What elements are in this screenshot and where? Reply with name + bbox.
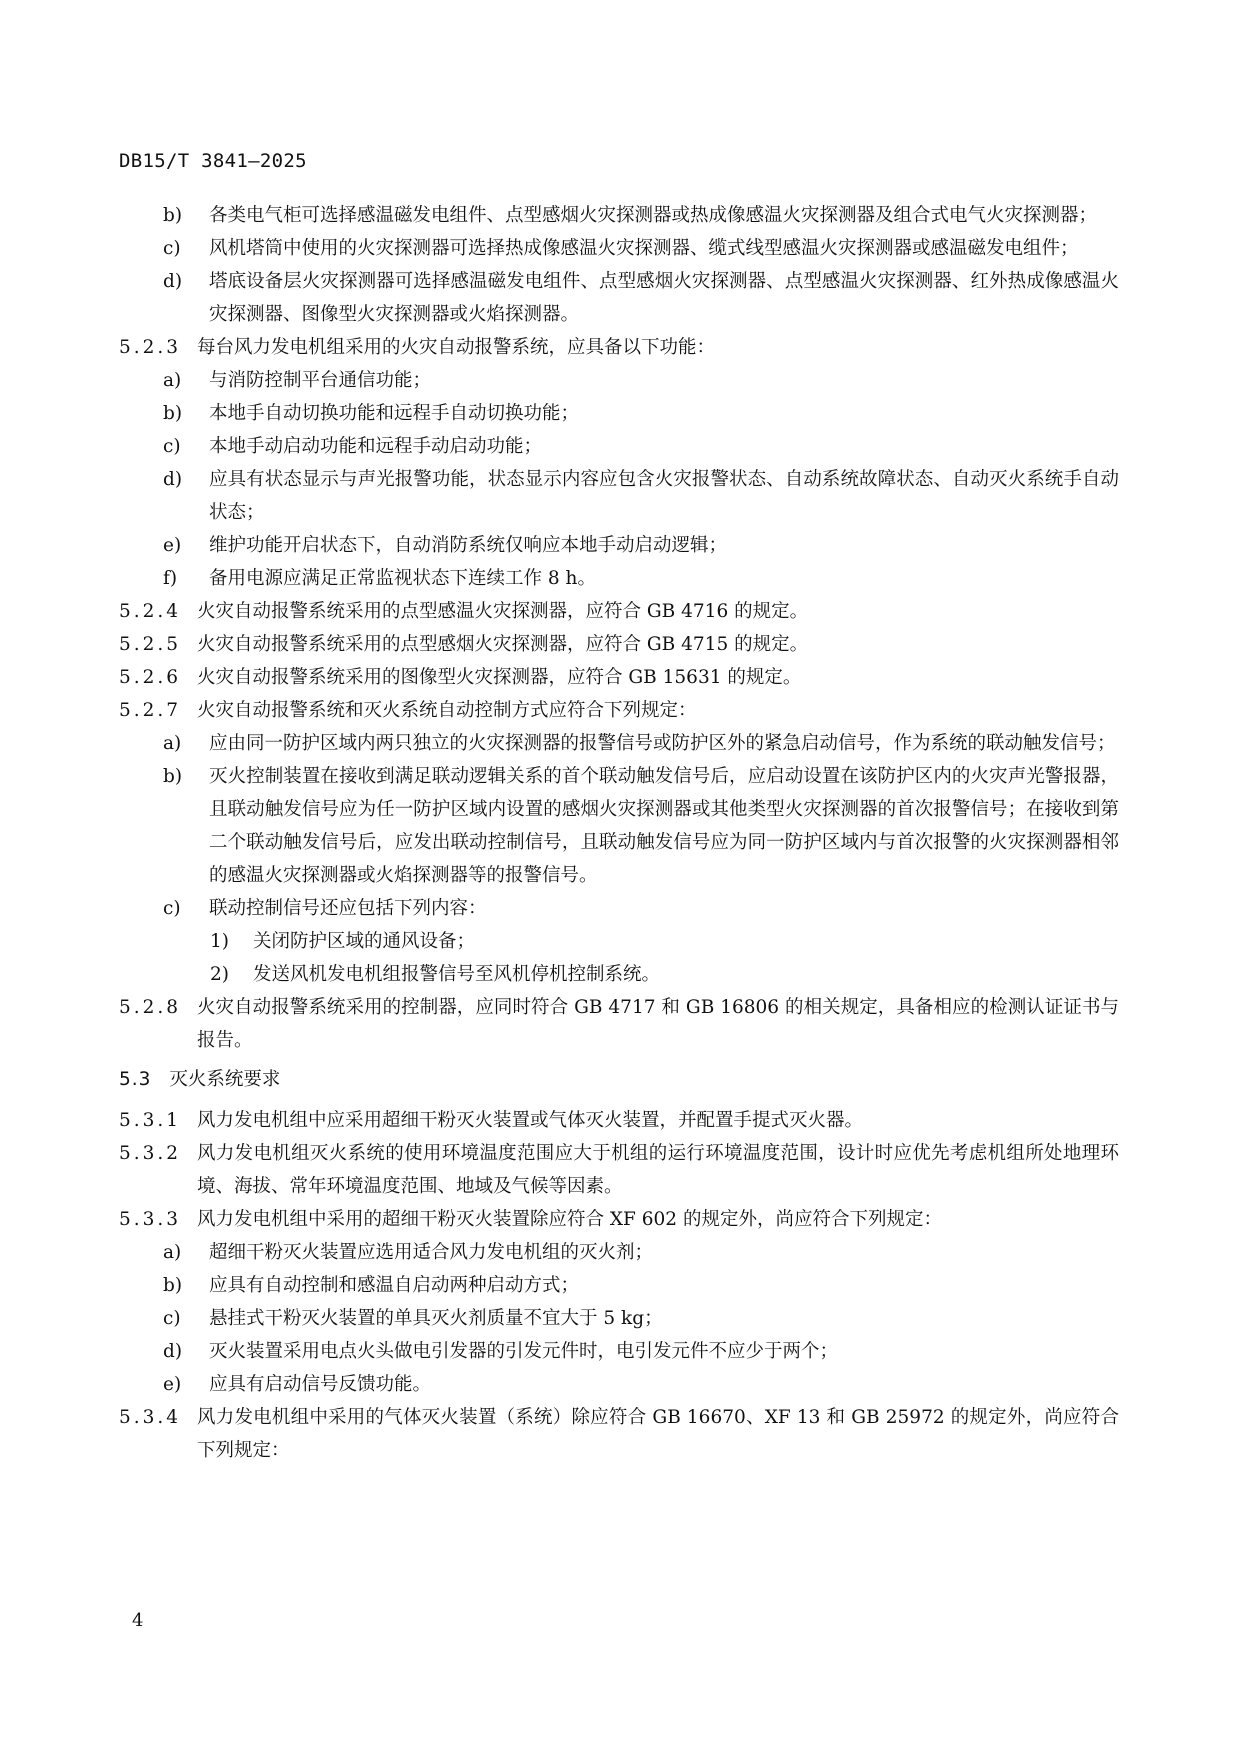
item-text: 应由同一防护区域内两只独立的火灾探测器的报警信号或防护区外的紧急启动信号，作为系统的联动触发信号； <box>209 733 1116 754</box>
clause <box>119 1203 1119 1236</box>
item-text: 本地手动启动功能和远程手动启动功能； <box>209 436 543 457</box>
document-header: DB15/T 3841—2025 <box>119 150 307 172</box>
item-text: 灭火控制装置在接收到满足联动逻辑关系的首个联动触发信号后，应启动设置在该防护区内的火灾声光警报器，且联动触发信号应为任一防护区域内设置的感烟火灾探测器或其他类型火灾探测器的首次报警信号；在接收到第二个联动触发信号后，应发出联动控制信号，且联动触发信号应为同一防护区域内与首次报警的火灾探测器相邻的感温火灾探测器或火焰探测器等的报警信号。 <box>209 766 1119 886</box>
item-text: 风力发电机组中采用的超细干粉灭火装置除应符合 XF 602 的规定外，尚应符合下列规定： <box>197 1209 942 1230</box>
item-label: 5.2.4 <box>119 601 182 622</box>
clause <box>119 661 1119 694</box>
clause <box>119 694 1119 727</box>
item-text: 应具有启动信号反馈功能。 <box>209 1374 432 1395</box>
item-text: 应具有状态显示与声光报警功能，状态显示内容应包含火灾报警状态、自动系统故障状态、自动灭火系统手自动状态； <box>209 469 1119 523</box>
item-label: f) <box>163 568 178 589</box>
section-number: 5.3 <box>119 1069 152 1090</box>
item-text: 备用电源应满足正常监视状态下连续工作 8 h。 <box>209 568 596 589</box>
item-text: 联动控制信号还应包括下列内容： <box>209 898 487 919</box>
item-text: 风机塔筒中使用的火灾探测器可选择热成像感温火灾探测器、缆式线型感温火灾探测器或感温磁发电组件； <box>209 238 1079 259</box>
list-item <box>119 1269 1119 1302</box>
section-heading <box>119 1063 1119 1096</box>
item-text: 灭火装置采用电点火头做电引发器的引发元件时，电引发元件不应少于两个； <box>209 1341 839 1362</box>
item-label: 2) <box>210 964 229 985</box>
list-item <box>119 760 1119 892</box>
item-text: 风力发电机组灭火系统的使用环境温度范围应大于机组的运行环境温度范围，设计时应优先考虑机组所处地理环境、海拔、常年环境温度范围、地域及气候等因素。 <box>197 1143 1119 1197</box>
item-text: 应具有自动控制和感温自启动两种启动方式； <box>209 1275 580 1296</box>
list-item <box>119 958 1119 991</box>
list-item <box>119 727 1119 760</box>
item-text: 火灾自动报警系统和灭火系统自动控制方式应符合下列规定： <box>197 700 697 721</box>
list-item <box>119 364 1119 397</box>
clause <box>119 628 1119 661</box>
item-label: d) <box>163 271 183 292</box>
item-label: b) <box>163 766 183 787</box>
item-text: 悬挂式干粉灭火装置的单具灭火剂质量不宜大于 5 kg； <box>209 1308 663 1329</box>
item-text: 各类电气柜可选择感温磁发电组件、点型感烟火灾探测器或热成像感温火灾探测器及组合式电气火灾探测器； <box>209 205 1098 226</box>
item-text: 火灾自动报警系统采用的图像型火灾探测器，应符合 GB 15631 的规定。 <box>197 667 802 688</box>
clause <box>119 991 1119 1057</box>
item-text: 本地手自动切换功能和远程手自动切换功能； <box>209 403 580 424</box>
list-item <box>119 397 1119 430</box>
item-label: b) <box>163 205 183 226</box>
item-label: c) <box>163 238 181 259</box>
item-label: 5.3.2 <box>119 1143 182 1164</box>
list-item <box>119 232 1119 265</box>
item-text: 火灾自动报警系统采用的控制器，应同时符合 GB 4717 和 GB 16806 的相关规定，具备相应的检测认证证书与报告。 <box>197 997 1119 1051</box>
item-label: a) <box>163 370 182 391</box>
clause <box>119 1104 1119 1137</box>
list-item <box>119 562 1119 595</box>
item-text: 火灾自动报警系统采用的点型感温火灾探测器，应符合 GB 4716 的规定。 <box>197 601 809 622</box>
list-item <box>119 265 1119 331</box>
list-item <box>119 529 1119 562</box>
item-label: b) <box>163 1275 183 1296</box>
list-item <box>119 1302 1119 1335</box>
item-label: c) <box>163 436 181 457</box>
item-label: e) <box>163 535 182 556</box>
section-title: 灭火系统要求 <box>169 1069 281 1090</box>
item-label: 1) <box>210 931 229 952</box>
item-label: c) <box>163 1308 181 1329</box>
item-label: b) <box>163 403 183 424</box>
item-text: 维护功能开启状态下，自动消防系统仅响应本地手动启动逻辑； <box>209 535 728 556</box>
page-number: 4 <box>132 1610 144 1631</box>
item-text: 火灾自动报警系统采用的点型感烟火灾探测器，应符合 GB 4715 的规定。 <box>197 634 809 655</box>
list-item <box>119 1368 1119 1401</box>
item-label: d) <box>163 1341 183 1362</box>
item-text: 风力发电机组中采用的气体灭火装置（系统）除应符合 GB 16670、XF 13 和 GB 25972 的规定外，尚应符合下列规定： <box>197 1407 1119 1461</box>
item-label: a) <box>163 1242 182 1263</box>
item-text: 塔底设备层火灾探测器可选择感温磁发电组件、点型感烟火灾探测器、点型感温火灾探测器、红外热成像感温火灾探测器、图像型火灾探测器或火焰探测器。 <box>209 271 1119 325</box>
item-label: 5.3.3 <box>119 1209 182 1230</box>
clause <box>119 331 1119 364</box>
item-text: 与消防控制平台通信功能； <box>209 370 432 391</box>
item-text: 超细干粉灭火装置应选用适合风力发电机组的灭火剂； <box>209 1242 654 1263</box>
item-text: 发送风机发电机组报警信号至风机停机控制系统。 <box>253 964 661 985</box>
item-label: d) <box>163 469 183 490</box>
clause <box>119 1137 1119 1203</box>
clause <box>119 595 1119 628</box>
list-item <box>119 925 1119 958</box>
item-label: 5.3.4 <box>119 1407 182 1428</box>
list-item <box>119 199 1119 232</box>
item-label: 5.2.8 <box>119 997 182 1018</box>
item-label: c) <box>163 898 181 919</box>
list-item <box>119 430 1119 463</box>
item-label: 5.3.1 <box>119 1110 182 1131</box>
list-item <box>119 1236 1119 1269</box>
item-label: 5.2.3 <box>119 337 182 358</box>
item-label: a) <box>163 733 182 754</box>
item-label: 5.2.7 <box>119 700 182 721</box>
list-item <box>119 892 1119 925</box>
item-text: 关闭防护区域的通风设备； <box>253 931 476 952</box>
item-text: 风力发电机组中应采用超细干粉灭火装置或气体灭火装置，并配置手提式灭火器。 <box>197 1110 864 1131</box>
list-item <box>119 463 1119 529</box>
item-text: 每台风力发电机组采用的火灾自动报警系统，应具备以下功能： <box>197 337 716 358</box>
document-body <box>119 199 1119 1467</box>
list-item <box>119 1335 1119 1368</box>
item-label: 5.2.6 <box>119 667 182 688</box>
clause <box>119 1401 1119 1467</box>
item-label: 5.2.5 <box>119 634 182 655</box>
item-label: e) <box>163 1374 182 1395</box>
